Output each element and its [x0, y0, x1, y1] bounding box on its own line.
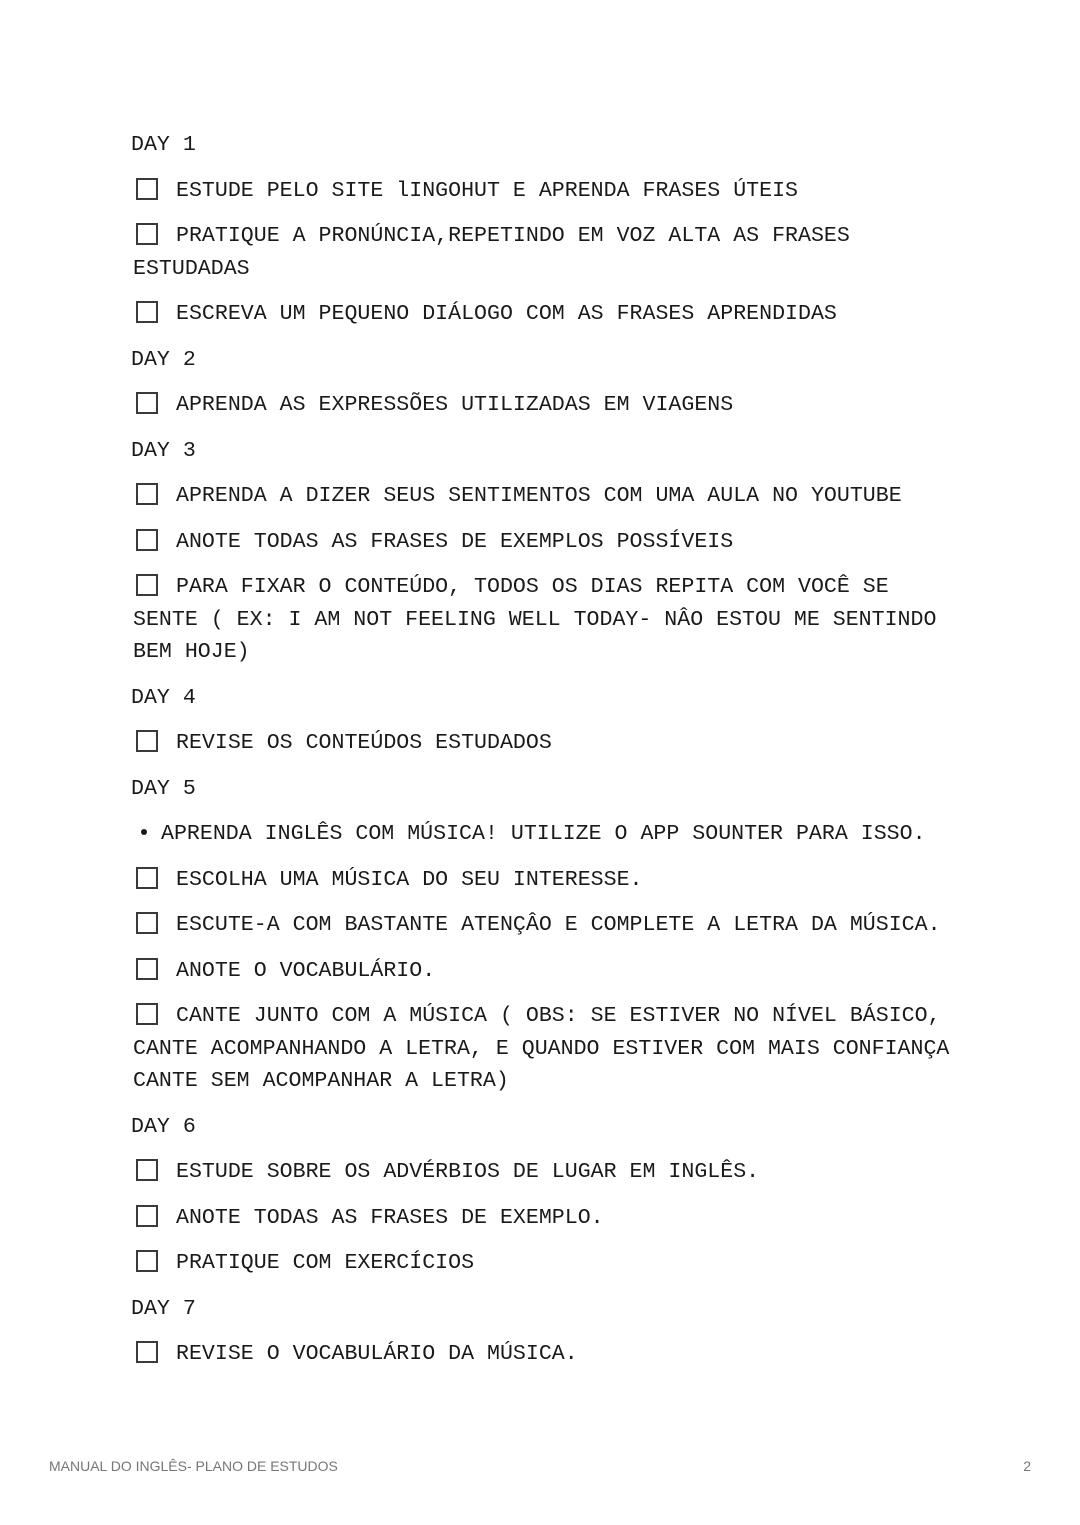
checkbox[interactable] [136, 574, 158, 596]
item-text: APRENDA AS EXPRESSÕES UTILIZADAS EM VIAGENS [176, 393, 734, 417]
checkbox[interactable] [136, 392, 158, 414]
checklist-item [131, 526, 961, 559]
checkbox[interactable] [136, 301, 158, 323]
checklist-item [131, 298, 961, 331]
checklist-item [131, 1247, 961, 1280]
checklist-item [131, 1338, 961, 1371]
checkbox[interactable] [136, 223, 158, 245]
footer-title: MANUAL DO INGLÊS- PLANO DE ESTUDOS [49, 1458, 338, 1474]
checklist-item [131, 175, 961, 208]
day-heading: DAY 1 [131, 133, 196, 157]
checkbox[interactable] [136, 730, 158, 752]
day-heading: DAY 3 [131, 438, 196, 463]
checklist-item [131, 1000, 961, 1098]
checklist-item [131, 571, 961, 669]
checklist-item [131, 480, 961, 513]
item-text: ANOTE TODAS AS FRASES DE EXEMPLOS POSSÍVEIS [176, 529, 734, 554]
checkbox[interactable] [136, 867, 158, 889]
item-text: CANTE JUNTO COM A MÚSICA ( OBS: SE ESTIVER NO NÍVEL BÁSICO, CANTE ACOMPANHANDO A LETRA, E QUANDO ESTIVER COM MAIS CONFIANÇA CANTE SEM ACOMPANHAR A LETRA) [133, 1004, 950, 1093]
day-heading: DAY 4 [131, 685, 196, 710]
checklist-item [131, 1202, 961, 1235]
bullet-icon [141, 829, 147, 835]
checkbox[interactable] [136, 178, 158, 200]
checkbox[interactable] [136, 1205, 158, 1227]
item-text: ESCUTE-A COM BASTANTE ATENÇÂO E COMPLETE A LETRA DA MÚSICA. [176, 913, 941, 937]
item-text: PRATIQUE A PRONÚNCIA,REPETINDO EM VOZ ALTA AS FRASES ESTUDADAS [133, 224, 850, 281]
day-heading: DAY 7 [131, 1296, 196, 1321]
checkbox[interactable] [136, 958, 158, 980]
checkbox[interactable] [136, 1341, 158, 1363]
checklist-item [131, 389, 961, 422]
bullet-item [131, 818, 961, 851]
item-text: ESTUDE PELO SITE lINGOHUT E APRENDA FRASES ÚTEIS [176, 178, 799, 203]
checkbox[interactable] [136, 1159, 158, 1181]
checklist-item [131, 955, 961, 988]
checkbox[interactable] [136, 912, 158, 934]
item-text: PRATIQUE COM EXERCÍCIOS [176, 1251, 475, 1275]
day-heading: DAY 2 [131, 347, 196, 372]
item-text: ESTUDE SOBRE OS ADVÉRBIOS DE LUGAR EM INGLÊS. [176, 1160, 760, 1184]
day-heading: DAY 6 [131, 1114, 196, 1139]
checklist-item [131, 727, 961, 760]
item-text: APRENDA INGLÊS COM MÚSICA! UTILIZE O APP SOUNTER PARA ISSO. [161, 822, 926, 846]
checkbox[interactable] [136, 1250, 158, 1272]
study-plan [131, 129, 961, 1384]
item-text: PARA FIXAR O CONTEÚDO, TODOS OS DIAS REPITA COM VOCÊ SE SENTE ( EX: I AM NOT FEELING WELL TODAY- NÂO ESTOU ME SENTINDO BEM HOJE) [133, 575, 937, 664]
item-text: ESCOLHA UMA MÚSICA DO SEU INTERESSE. [176, 867, 643, 892]
item-text: ANOTE TODAS AS FRASES DE EXEMPLO. [176, 1205, 604, 1230]
day-heading: DAY 5 [131, 776, 196, 801]
checkbox[interactable] [136, 483, 158, 505]
page-number: 2 [1023, 1458, 1031, 1474]
item-text: REVISE O VOCABULÁRIO DA MÚSICA. [176, 1342, 578, 1366]
checklist-item [131, 909, 961, 942]
checklist-item [131, 220, 961, 285]
item-text: REVISE OS CONTEÚDOS ESTUDADOS [176, 731, 552, 755]
checklist-item [131, 864, 961, 897]
item-text: ANOTE O VOCABULÁRIO. [176, 958, 436, 983]
item-text: APRENDA A DIZER SEUS SENTIMENTOS COM UMA AULA NO YOUTUBE [176, 484, 902, 508]
checkbox[interactable] [136, 1003, 158, 1025]
item-text: ESCREVA UM PEQUENO DIÁLOGO COM AS FRASES APRENDIDAS [176, 302, 837, 326]
checkbox[interactable] [136, 529, 158, 551]
checklist-item [131, 1156, 961, 1189]
